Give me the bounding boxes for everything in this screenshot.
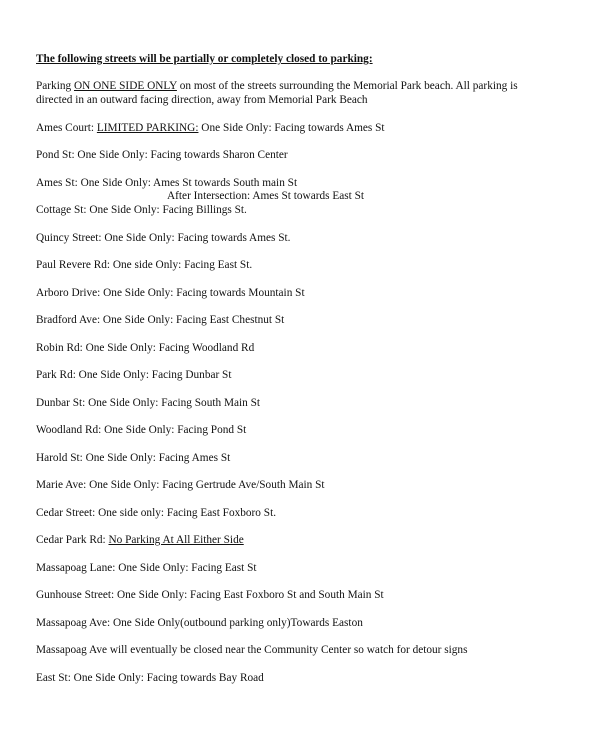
entry-gunhouse-street: Gunhouse Street: One Side Only: Facing East Foxboro St and South Main St: [36, 589, 384, 601]
entry-massapoag-ave: Massapoag Ave: One Side Only(outbound parking only)Towards Easton: [36, 617, 363, 629]
intro-suffix: on most of the streets surrounding the Memorial Park beach. All parking is: [176, 80, 518, 92]
cedar-park-rd-prefix: Cedar Park Rd:: [36, 534, 109, 546]
notice-heading: The following streets will be partially or completely closed to parking:: [36, 53, 373, 65]
entry-bradford-ave: Bradford Ave: One Side Only: Facing East Chestnut St: [36, 314, 285, 326]
entry-paul-revere-rd: Paul Revere Rd: One side Only: Facing East St.: [36, 259, 253, 271]
ames-court-suffix: One Side Only: Facing towards Ames St: [198, 122, 385, 134]
entry-marie-ave: Marie Ave: One Side Only: Facing Gertrude Ave/South Main St: [36, 479, 325, 491]
entry-massapoag-ave-note: Massapoag Ave will eventually be closed near the Community Center so watch for detour signs: [36, 644, 468, 656]
entry-arboro-drive: Arboro Drive: One Side Only: Facing towards Mountain St: [36, 287, 305, 299]
entry-woodland-rd: Woodland Rd: One Side Only: Facing Pond St: [36, 424, 247, 436]
entry-cedar-street: Cedar Street: One side only: Facing East Foxboro St.: [36, 507, 277, 519]
intro-line-2: directed in an outward facing direction, away from Memorial Park Beach: [36, 94, 368, 106]
entry-cedar-park-rd: [36, 534, 244, 547]
entry-quincy-street: Quincy Street: One Side Only: Facing towards Ames St.: [36, 232, 291, 244]
intro-line-1: [36, 80, 518, 93]
entry-pond-st: Pond St: One Side Only: Facing towards Sharon Center: [36, 149, 288, 161]
intro-prefix: Parking: [36, 80, 74, 92]
entry-ames-st-after: After Intersection: Ames St towards East St: [167, 190, 365, 202]
entry-massapoag-lane: Massapoag Lane: One Side Only: Facing East St: [36, 562, 257, 574]
entry-park-rd: Park Rd: One Side Only: Facing Dunbar St: [36, 369, 232, 381]
ames-court-prefix: Ames Court:: [36, 122, 97, 134]
entry-cottage-st: Cottage St: One Side Only: Facing Billings St.: [36, 204, 247, 216]
intro-emphasis: ON ONE SIDE ONLY: [73, 80, 177, 92]
ames-court-emphasis: LIMITED PARKING:: [96, 122, 199, 134]
entry-ames-court: [36, 122, 385, 135]
entry-ames-st: Ames St: One Side Only: Ames St towards South main St: [36, 177, 298, 189]
entry-harold-st: Harold St: One Side Only: Facing Ames St: [36, 452, 231, 464]
cedar-park-rd-emphasis: No Parking At All Either Side: [108, 534, 244, 546]
entry-robin-rd: Robin Rd: One Side Only: Facing Woodland Rd: [36, 342, 255, 354]
entry-dunbar-st: Dunbar St: One Side Only: Facing South Main St: [36, 397, 261, 409]
entry-east-st: East St: One Side Only: Facing towards Bay Road: [36, 672, 264, 684]
